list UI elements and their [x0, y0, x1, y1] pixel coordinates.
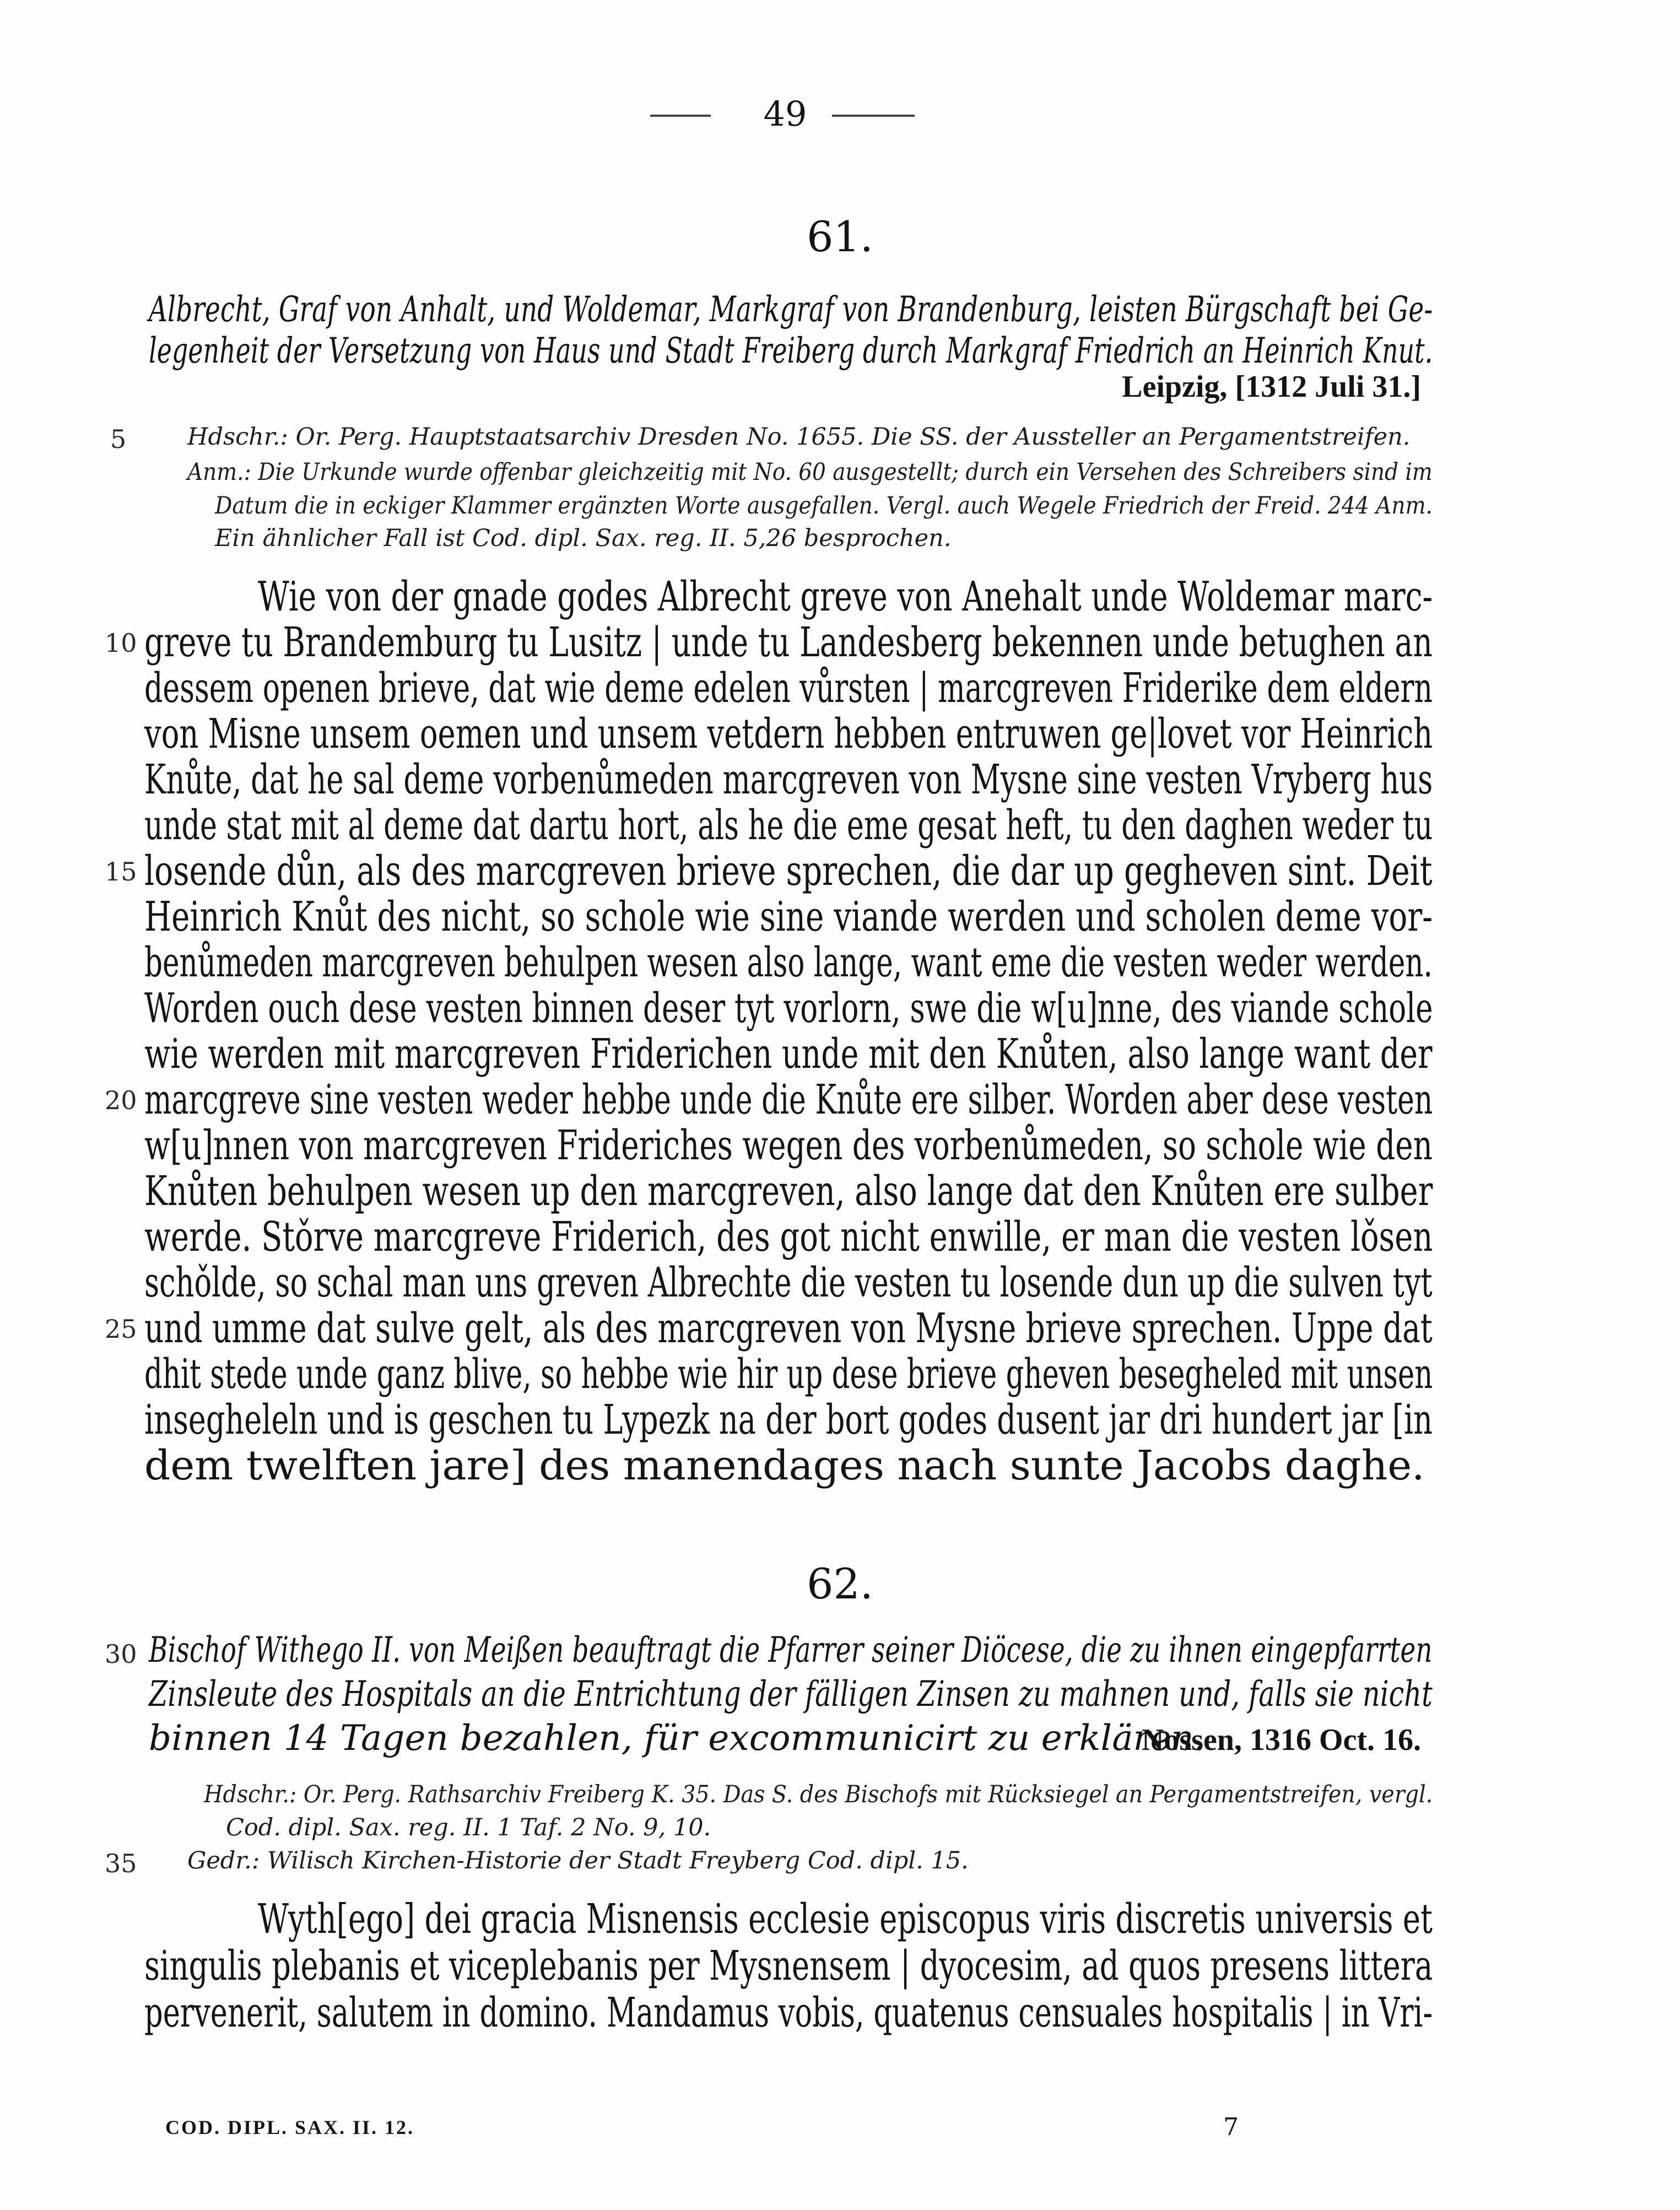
line-number-15: 15 [105, 857, 137, 887]
regest-61-line-2: legenheit der Versetzung von Haus und Stadt Freiberg durch Markgraf Friedrich an Heinrich Knut. [149, 331, 1433, 371]
text-61-line-4: von Misne unsem oemen und unsem vetdern hebben entruwen ge|lovet vor Heinrich [144, 710, 1433, 758]
text-62-line-1: Wyth[ego] dei gracia Misnensis ecclesie episcopus viris discretis universis et [258, 1895, 1433, 1943]
footer-sheet-number: 7 [1223, 2113, 1239, 2141]
line-number-10: 10 [105, 628, 137, 658]
text-61-line-18: dhit stede unde ganz blive, so hebbe wie hir up dese brieve gheven besegheled mit unsen [144, 1350, 1433, 1398]
text-61-line-14: Knůten behulpen wesen up den marcgreven, also lange dat den Knůten ere sulber [144, 1168, 1433, 1215]
text-62-line-3: pervenerit, salutem in domino. Mandamus vobis, quatenus censuales hospitalis | in Vri- [144, 1989, 1433, 2036]
text-62-line-2: singulis plebanis et viceplebanis per Mysnensem | dyocesim, ad quos presens littera [144, 1942, 1433, 1990]
text-61-line-3: dessem openen brieve, dat wie deme edelen vůrsten | marcgreven Friderike dem eldern [144, 664, 1433, 712]
text-61-line-7: losende důn, als des marcgreven brieve sprechen, die dar up gegheven sint. Deit [144, 847, 1433, 895]
text-61-line-10: Worden ouch dese vesten binnen deser tyt vorlorn, swe die w[u]nne, des viande schole [144, 985, 1433, 1032]
note-61-line-1: Hdschr.: Or. Perg. Hauptstaatsarchiv Dresden No. 1655. Die SS. der Aussteller an Pergamentstreifen. [187, 423, 1411, 451]
text-61-line-12: marcgreve sine vesten weder hebbe unde die Knůte ere silber. Worden aber dese vesten [144, 1076, 1433, 1123]
regest-62-line-3: binnen 14 Tagen bezahlen, für excommunicirt zu erklären. [149, 1718, 1206, 1759]
page-number: 49 [763, 94, 807, 134]
text-61-line-5: Knůte, dat he sal deme vorbenůmeden marcgreven von Mysne sine vesten Vryberg hus [144, 756, 1433, 803]
line-number-25: 25 [105, 1314, 137, 1344]
line-number-35: 35 [105, 1849, 137, 1878]
line-number-20: 20 [105, 1085, 137, 1115]
line-number-30: 30 [105, 1639, 137, 1669]
text-61-line-16: schǒlde, so schal man uns greven Albrechte die vesten tu losende dun up die sulven tyt [144, 1259, 1433, 1306]
text-61-line-19: insegheleln und is geschen tu Lypezk na der bort godes dusent jar dri hundert jar [in [144, 1396, 1433, 1444]
note-61-line-3: Datum die in eckiger Klammer ergänzten Worte ausgefallen. Vergl. auch Wegele Friedrich der Freid. 244 Anm. [215, 492, 1433, 520]
header-rule-right [832, 115, 915, 117]
text-61-line-1: Wie von der gnade godes Albrecht greve von Anehalt unde Woldemar marc- [258, 573, 1433, 620]
header-rule-left [650, 115, 711, 117]
note-62-line-3: Gedr.: Wilisch Kirchen-Historie der Stadt Freyberg Cod. dipl. 15. [187, 1847, 969, 1874]
line-number-5: 5 [110, 424, 127, 454]
note-61-line-4: Ein ähnlicher Fall ist Cod. dipl. Sax. reg. II. 5,26 besprochen. [215, 525, 952, 552]
note-62-line-1: Hdschr.: Or. Perg. Rathsarchiv Freiberg K. 35. Das S. des Bischofs mit Rücksiegel an Pergamentstreifen, vergl. [204, 1781, 1433, 1808]
text-61-line-8: Heinrich Knůt des nicht, so schole wie sine viande werden und scholen deme vor- [144, 893, 1433, 941]
text-61-line-20: dem twelften jare] des manendages nach sunte Jacobs daghe. [144, 1442, 1425, 1489]
regest-62-line-2: Zinsleute des Hospitals an die Entrichtung der fälligen Zinsen zu mahnen und, falls sie nicht [149, 1674, 1433, 1715]
document-number-61: 61. [807, 212, 873, 261]
text-61-line-11: wie werden mit marcgreven Friderichen unde mit den Knůten, also lange want der [144, 1030, 1433, 1078]
text-61-line-15: werde. Stǒrve marcgreve Friderich, des got nicht enwille, er man die vesten lǒsen [144, 1213, 1433, 1261]
text-61-line-6: unde stat mit al deme dat dartu hort, als he die eme gesat heft, tu den daghen weder tu [144, 802, 1433, 849]
text-61-line-13: w[u]nnen von marcgreven Frideriches wegen des vorbenůmeden, so schole wie den [144, 1122, 1433, 1169]
text-61-line-17: und umme dat sulve gelt, als des marcgreven von Mysne brieve sprechen. Uppe dat [144, 1305, 1433, 1352]
regest-61-line-1: Albrecht, Graf von Anhalt, und Woldemar, Markgraf von Brandenburg, leisten Bürgschaft bei Ge- [149, 289, 1433, 330]
place-date-62: Nossen, 1316 Oct. 16. [1141, 1723, 1421, 1757]
footer-signature: COD. DIPL. SAX. II. 12. [165, 2116, 415, 2138]
text-61-line-9: benůmeden marcgreven behulpen wesen also lange, want eme die vesten weder werden. [144, 939, 1433, 986]
regest-62-line-1: Bischof Withego II. von Meißen beauftragt die Pfarrer seiner Diöcese, die zu ihnen eingepfarrten [149, 1630, 1433, 1671]
note-62-line-2: Cod. dipl. Sax. reg. II. 1 Taf. 2 No. 9, 10. [226, 1814, 711, 1841]
text-61-line-2: greve tu Brandemburg tu Lusitz | unde tu Landesberg bekennen unde betughen an [144, 619, 1433, 666]
note-61-line-2: Anm.: Die Urkunde wurde offenbar gleichzeitig mit No. 60 ausgestellt; durch ein Versehen des Schreibers sind im [187, 458, 1433, 486]
document-number-62: 62. [807, 1559, 873, 1608]
place-date-61: Leipzig, [1312 Juli 31.] [1122, 370, 1421, 404]
